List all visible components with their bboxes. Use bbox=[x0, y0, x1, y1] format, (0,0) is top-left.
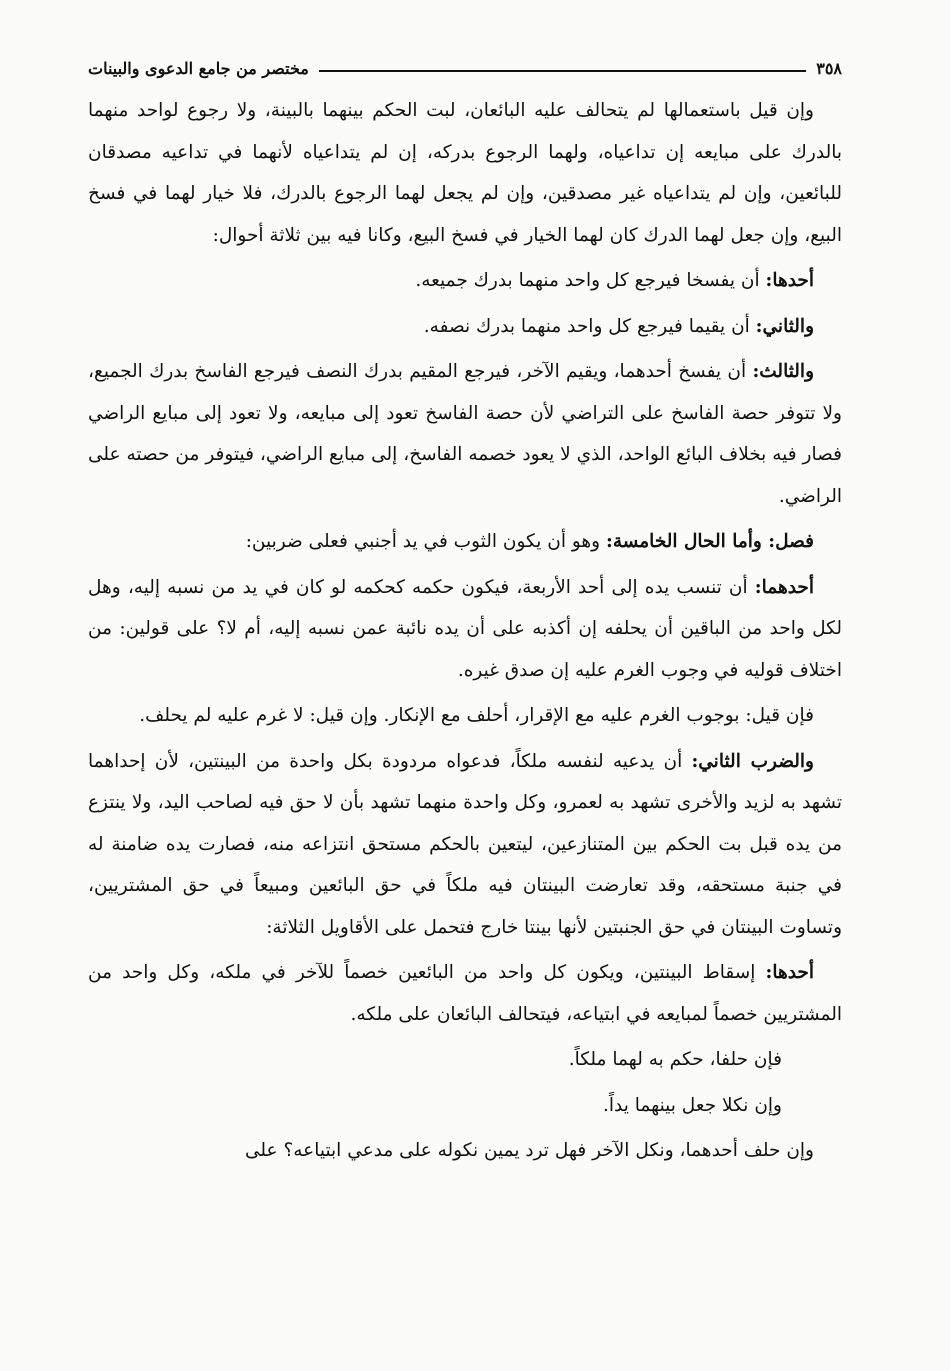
paragraph-lead: أحدهما: bbox=[754, 576, 814, 598]
section-heading-paragraph bbox=[88, 521, 842, 563]
paragraph-lead: والثالث: bbox=[752, 361, 814, 382]
paragraph-lead: والثاني: bbox=[755, 315, 814, 337]
paragraph-text: فإن قيل: بوجوب الغرم عليه مع الإقرار، أحلف مع الإنكار. وإن قيل: لا غرم عليه لم يحلف. bbox=[139, 705, 814, 726]
paragraph-text: أن يفسخا فيرجع كل واحد منهما بدرك جميعه. bbox=[415, 270, 766, 291]
paragraph bbox=[88, 567, 842, 692]
paragraph-lead: أحدها: bbox=[765, 962, 814, 983]
paragraph bbox=[88, 741, 842, 949]
paragraph-text: وإن حلف أحدهما، ونكل الآخر فهل ترد يمين نكوله على مدعي ابتياعه؟ على bbox=[244, 1140, 814, 1161]
paragraph bbox=[88, 1039, 842, 1081]
page-number: ٣٥٨ bbox=[816, 59, 842, 78]
page-header bbox=[88, 58, 842, 84]
paragraph-text: وإن قيل باستعمالها لم يتحالف عليه البائعان، لبت الحكم بينهما بالبينة، ولا رجوع لواحد منهما بالدرك على مبايعه إن تداعياه، ولهما الرجوع بدركه، إن لم يتداعياه لأنهما في تداعيه مصدقان للبائعين، وإن لم يتداعياه غير مصدقين، وإن لم يجعل لهما الرجوع بالدرك، فلا خيار لهما في فسخ البيع، وإن جعل لهما الدرك كان لهما الخيار في فسخ البيع، وكانا فيه بين ثلاثة أحوال: bbox=[88, 100, 842, 246]
paragraph bbox=[88, 90, 842, 256]
paragraph bbox=[88, 1130, 842, 1172]
body-text bbox=[88, 90, 842, 1172]
paragraph-text: وهو أن يكون الثوب في يد أجنبي فعلى ضربين: bbox=[245, 531, 607, 552]
paragraph-text: أن يدعيه لنفسه ملكاً، فدعواه مردودة بكل واحدة من البينتين، لأن إحداهما تشهد به لزيد والأخرى تشهد به لعمرو، وكل واحدة منهما تشهد بأن لا حق فيه لصاحب اليد، ولا ينتزع من يده قبل بت الحكم بين المتنازعين، ليتعين بالحكم مستحق انتزاعه منه، فصارت يده ضامنة له في جنبة مستحقه، وقد تعارضت البينتان فيه ملكاً في حق البائعين ومبيعاً في حق المشتريين، وتساوت البينتان في حق الجنبتين لأنها بينتا خارج فتحمل على الأقاويل الثلاثة: bbox=[88, 750, 842, 938]
book-page bbox=[88, 58, 842, 1331]
paragraph bbox=[88, 306, 842, 348]
running-title: مختصر من جامع الدعوى والبينات bbox=[88, 59, 309, 78]
paragraph-text: وإن نكلا جعل بينهما يداً. bbox=[602, 1094, 782, 1116]
paragraph bbox=[88, 1085, 842, 1127]
paragraph bbox=[88, 952, 842, 1035]
paragraph-text: أن تنسب يده إلى أحد الأربعة، فيكون حكمه كحكمه لو كان في يد من نسبه إليه، وهل لكل واحد من الباقين أن يحلفه إن أكذبه على أن يده نائبة عمن نسبه إليه، أم لا؟ على قولين: من اختلاف قوليه في وجوب الغرم عليه إن صدق غيره. bbox=[88, 576, 842, 681]
paragraph-lead: فصل: وأما الحال الخامسة: bbox=[606, 531, 814, 552]
paragraph-text: إسقاط البينتين، ويكون كل واحد من البائعين خصماً للآخر في ملكه، وكل واحد من المشتريين خصماً لمبايعه في ابتياعه، فيتحالف البائعان على ملكه. bbox=[88, 962, 842, 1025]
paragraph bbox=[88, 260, 842, 302]
header-rule bbox=[319, 70, 806, 72]
paragraph-text: أن يقيما فيرجع كل واحد منهما بدرك نصفه. bbox=[423, 315, 756, 337]
paragraph bbox=[88, 695, 842, 737]
paragraph-lead: والضرب الثاني: bbox=[691, 750, 814, 772]
paragraph-text: فإن حلفا، حكم به لهما ملكاً. bbox=[568, 1049, 782, 1070]
paragraph-lead: أحدها: bbox=[765, 270, 814, 291]
paragraph bbox=[88, 351, 842, 517]
paragraph-text: أن يفسخ أحدهما، ويقيم الآخر، فيرجع المقيم بدرك النصف فيرجع الفاسخ بدرك الجميع، ولا تتوفر حصة الفاسخ على التراضي لأن حصة الفاسخ تعود إلى مبايعه، ولا تعود إلى مبايع الراضي فصار فيه بخلاف البائع الواحد، الذي لا يعود خصمه الفاسخ، إلى مبايع الراضي، فيتوفر من حصته على الراضي. bbox=[88, 361, 842, 507]
